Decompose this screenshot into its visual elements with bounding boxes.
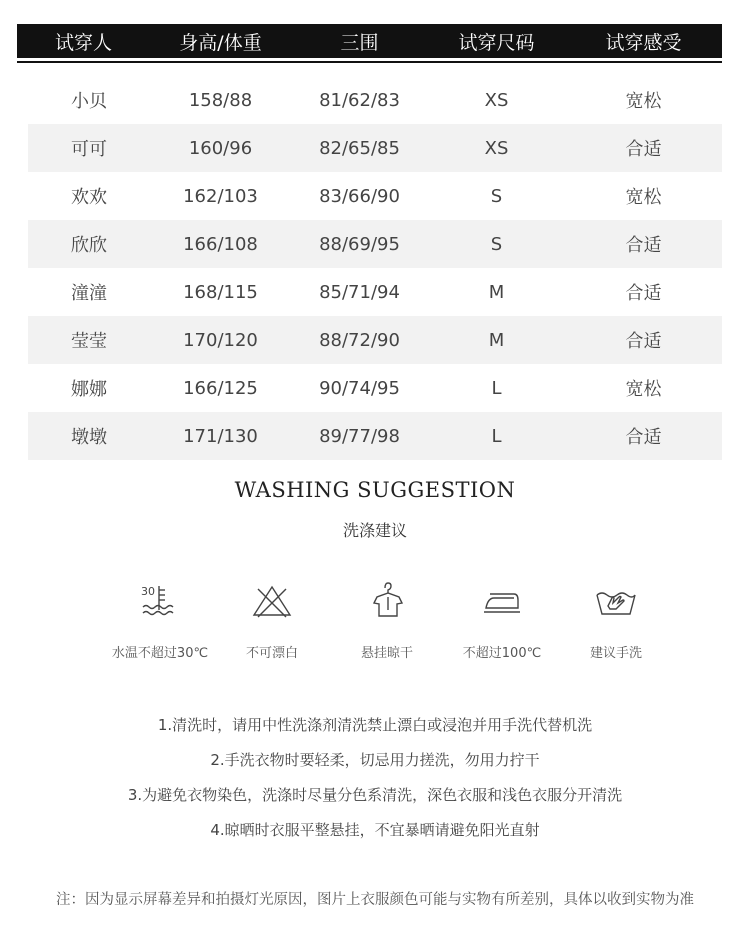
table-row (28, 268, 722, 316)
washing-subtitle: 洗涤建议 (342, 521, 407, 540)
header-tester: 试穿人 (54, 31, 112, 54)
cell-measurements: 89/77/98 (319, 425, 400, 447)
cell-tester: 娜娜 (71, 379, 107, 400)
water-temp-30-icon (138, 580, 182, 620)
cell-fit: 宽松 (625, 91, 662, 112)
cell-tester: 可可 (71, 139, 107, 160)
table-row (28, 412, 722, 460)
washing-note-1: 1.清洗时，请用中性洗涤剂清洗禁止漂白或浸泡并用手洗代替机洗 (157, 716, 593, 734)
cell-height-weight: 170/120 (183, 329, 258, 351)
cell-fit: 合适 (625, 139, 662, 160)
table-body (28, 76, 722, 460)
washing-title: WASHING SUGGESTION (234, 478, 516, 502)
cell-fit: 合适 (625, 331, 662, 352)
cell-height-weight: 166/108 (183, 233, 258, 255)
table-header (17, 24, 722, 58)
washing-note-4: 4.晾晒时衣服平整悬挂，不宜暴晒请避免阳光直射 (210, 821, 540, 839)
cell-size: M (488, 281, 505, 303)
table-row (28, 364, 722, 412)
table-row (28, 220, 722, 268)
cell-tester: 莹莹 (71, 331, 107, 352)
care-item-hand-wash (556, 580, 676, 661)
cell-size: L (491, 377, 502, 399)
table-row (28, 76, 722, 124)
care-label-iron: 不超过100℃ (462, 646, 542, 661)
cell-fit: 宽松 (625, 379, 662, 400)
washing-notes (0, 714, 750, 854)
cell-tester: 欣欣 (71, 235, 107, 256)
cell-measurements: 82/65/85 (319, 137, 400, 159)
header-divider (17, 61, 722, 63)
cell-height-weight: 160/96 (188, 137, 253, 159)
washing-note-2: 2.手洗衣物时要轻柔，切忌用力搓洗，勿用力拧干 (210, 751, 540, 769)
cell-height-weight: 158/88 (188, 89, 253, 111)
cell-tester: 墩墩 (71, 427, 107, 448)
cell-height-weight: 171/130 (183, 425, 258, 447)
cell-fit: 合适 (625, 427, 662, 448)
care-label-no-bleach: 不可漂白 (245, 646, 298, 661)
svg-text:30: 30 (141, 585, 155, 598)
cell-measurements: 88/72/90 (319, 329, 400, 351)
cell-size: S (490, 233, 503, 255)
fitting-size-table (17, 24, 722, 460)
hand-wash-icon (594, 580, 638, 620)
cell-measurements: 85/71/94 (319, 281, 400, 303)
color-disclaimer: 注：因为显示屏幕差异和拍摄灯光原因，图片上衣服颜色可能与实物有所差别，具体以收到实物为准 (56, 892, 694, 908)
table-row (28, 316, 722, 364)
cell-size: L (491, 425, 502, 447)
cell-height-weight: 168/115 (183, 281, 258, 303)
care-label-water-temp: 水温不超过30℃ (111, 646, 209, 661)
cell-measurements: 81/62/83 (319, 89, 400, 111)
cell-measurements: 90/74/95 (319, 377, 400, 399)
care-item-no-bleach (212, 580, 332, 661)
washing-note-3: 3.为避免衣物染色，洗涤时尽量分色系清洗，深色衣服和浅色衣服分开清洗 (127, 786, 623, 804)
cell-measurements: 88/69/95 (319, 233, 400, 255)
table-row (28, 124, 722, 172)
cell-size: M (488, 329, 505, 351)
header-fit: 试穿感受 (605, 31, 682, 54)
care-item-water-temp (100, 580, 220, 661)
cell-tester: 欢欢 (71, 187, 107, 208)
no-bleach-icon (250, 580, 294, 620)
header-measurements: 三围 (340, 31, 379, 54)
cell-tester: 潼潼 (71, 283, 107, 304)
hang-dry-icon (365, 580, 409, 620)
cell-fit: 合适 (625, 235, 662, 256)
care-item-iron (442, 580, 562, 661)
table-row (28, 172, 722, 220)
cell-height-weight: 162/103 (183, 185, 258, 207)
cell-fit: 合适 (625, 283, 662, 304)
cell-tester: 小贝 (71, 91, 107, 112)
care-label-hand-wash: 建议手洗 (589, 646, 642, 661)
cell-measurements: 83/66/90 (319, 185, 400, 207)
cell-height-weight: 166/125 (183, 377, 258, 399)
cell-size: XS (484, 137, 509, 159)
header-size: 试穿尺码 (458, 31, 535, 54)
care-label-hang-dry: 悬挂晾干 (360, 646, 413, 661)
iron-icon (480, 580, 524, 620)
care-item-hang-dry (327, 580, 447, 661)
cell-size: S (490, 185, 503, 207)
cell-size: XS (484, 89, 509, 111)
cell-fit: 宽松 (625, 187, 662, 208)
header-height-weight: 身高/体重 (179, 31, 262, 54)
